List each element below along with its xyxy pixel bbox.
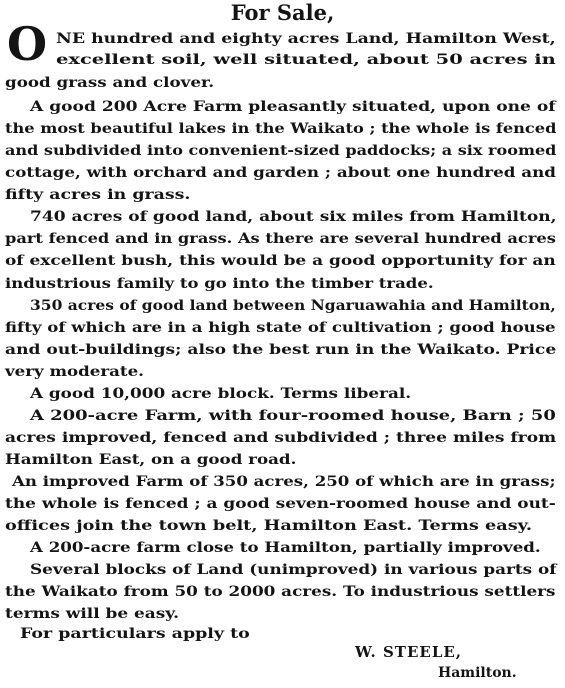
ad-line: acres improved, fenced and subdivided ; three miles from [5, 430, 557, 446]
ad-line: An improved Farm of 350 acres, 250 of which are in grass; [12, 474, 556, 490]
ad-line: 740 acres of good land, about six miles from Hamilton, [30, 209, 557, 225]
ad-line: Several blocks of Land (unimproved) in various parts of [30, 562, 557, 578]
ad-line: A 200-acre Farm, with four-roomed house, Barn ; 50 [30, 408, 556, 424]
ad-line: good grass and clover. [5, 75, 215, 91]
ad-line: A good 10,000 acre block. Terms liberal. [30, 386, 412, 402]
ad-line: fifty acres in grass. [5, 187, 191, 203]
ad-line: A 200-acre farm close to Hamilton, partially improved. [30, 540, 541, 556]
ad-line: the most beautiful lakes in the Waikato ; the whole is fenced [5, 121, 557, 137]
ad-line: A good 200 Acre Farm pleasantly situated, upon one of [30, 99, 556, 115]
ad-line: Hamilton East, on a good road. [5, 452, 297, 468]
advertisement-title: For Sale, [230, 0, 335, 25]
ad-line: offices join the town belt, Hamilton East. Terms easy. [5, 518, 533, 534]
signature-place: Hamilton. [438, 665, 517, 681]
ad-line: cottage, with orchard and garden ; about one hundred and [5, 165, 556, 181]
ad-line: very moderate. [5, 364, 144, 380]
ad-line: the whole is fenced ; a good seven-roomed house and out- [5, 496, 556, 512]
ad-line: part fenced and in grass. As there are several hundred acres [5, 231, 556, 247]
ad-line: For particulars apply to [20, 626, 250, 642]
ad-line: of excellent bush, this would be a good opportunity for an [5, 253, 556, 269]
ad-line: the Waikato from 50 to 2000 acres. To industrious settlers [5, 584, 556, 600]
signature-name: W. STEELE, [355, 643, 463, 661]
ad-line: fifty of which are in a high state of cultivation ; good house [5, 320, 556, 336]
ad-line: terms will be easy. [5, 606, 180, 622]
ad-line: and subdivided into convenient-sized paddocks; a six roomed [5, 143, 557, 159]
ad-line: and out-buildings; also the best run in the Waikato. Price [5, 342, 557, 358]
drop-cap: O [7, 17, 48, 71]
ad-line: NE hundred and eighty acres Land, Hamilton West, [56, 31, 556, 47]
ad-line: 350 acres of good land between Ngaruawahia and Hamilton, [30, 298, 556, 314]
ad-line: excellent soil, well situated, about 50 acres in [56, 52, 556, 68]
ad-line: industrious family to go into the timber trade. [5, 276, 434, 292]
